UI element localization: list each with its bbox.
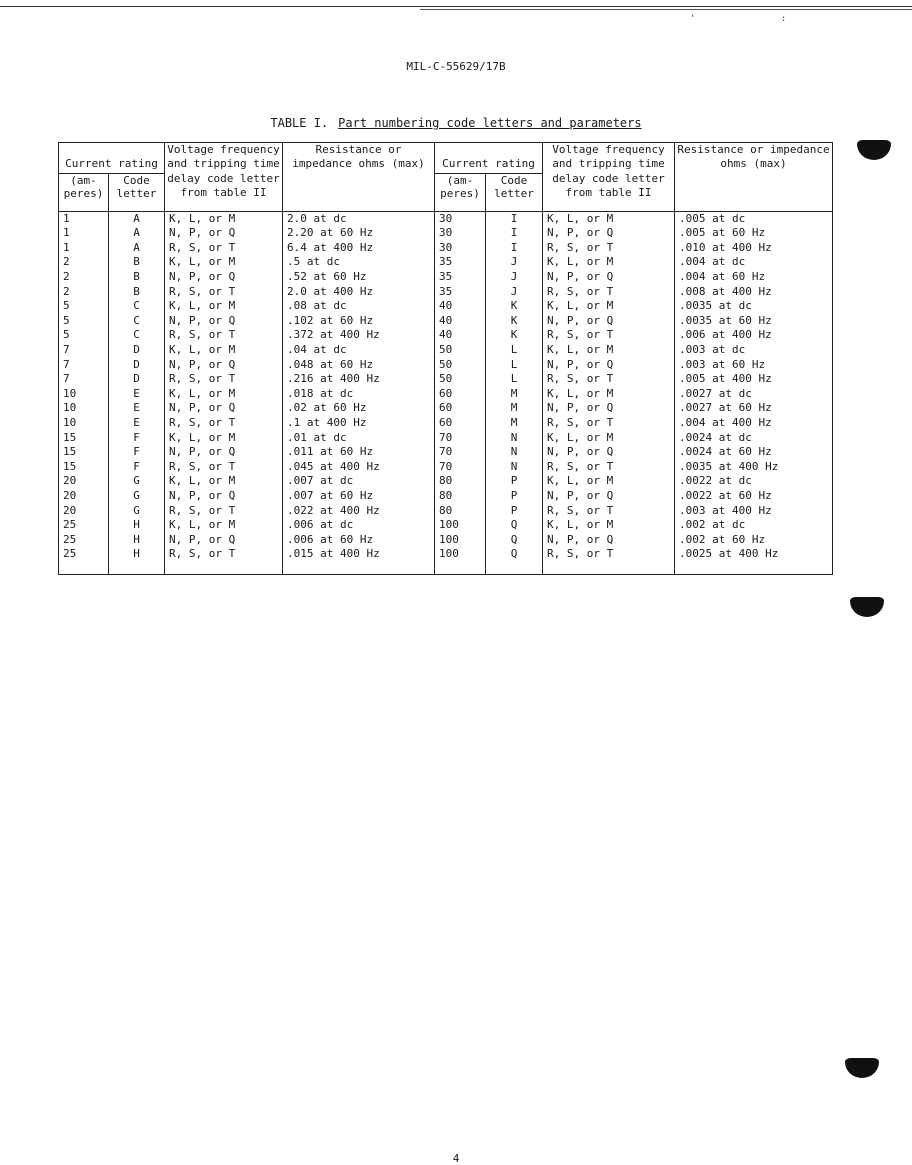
left-volt-cell: N, P, or Q xyxy=(165,445,283,460)
left-volt-cell: K, L, or M xyxy=(165,211,283,226)
table-row xyxy=(59,460,833,475)
left-amp-cell: 10 xyxy=(59,416,109,431)
left-volt-cell: K, L, or M xyxy=(165,518,283,533)
right-volt-cell: N, P, or Q xyxy=(543,445,675,460)
right-volt-cell: R, S, or T xyxy=(543,241,675,256)
header-voltage-left: Voltage frequency and tripping time delay code letter from table II xyxy=(165,143,283,201)
left-amp-cell: 10 xyxy=(59,387,109,402)
right-code-cell: J xyxy=(486,270,543,285)
table-row xyxy=(59,416,833,431)
right-volt-cell: K, L, or M xyxy=(543,518,675,533)
right-amp-cell: 100 xyxy=(435,547,486,562)
right-volt-cell: R, S, or T xyxy=(543,547,675,562)
left-res-cell: .08 at dc xyxy=(283,299,435,314)
right-volt-cell: N, P, or Q xyxy=(543,401,675,416)
table-row xyxy=(59,358,833,373)
header-current-rating-right: Current rating xyxy=(435,143,543,174)
table-row xyxy=(59,547,833,562)
left-res-cell: .02 at 60 Hz xyxy=(283,401,435,416)
left-amp-cell: 15 xyxy=(59,445,109,460)
left-volt-cell: R, S, or T xyxy=(165,547,283,562)
table-row xyxy=(59,328,833,343)
table-row xyxy=(59,211,833,226)
left-amp-cell: 15 xyxy=(59,431,109,446)
right-amp-cell: 35 xyxy=(435,270,486,285)
right-res-cell: .003 at 400 Hz xyxy=(675,504,833,519)
table-row xyxy=(59,226,833,241)
left-res-cell: .04 at dc xyxy=(283,343,435,358)
left-res-cell: 2.20 at 60 Hz xyxy=(283,226,435,241)
left-code-cell: D xyxy=(109,372,165,387)
right-code-cell: J xyxy=(486,285,543,300)
left-amp-cell: 25 xyxy=(59,533,109,548)
left-amp-cell: 2 xyxy=(59,285,109,300)
right-amp-cell: 70 xyxy=(435,445,486,460)
table-row xyxy=(59,255,833,270)
right-volt-cell: R, S, or T xyxy=(543,328,675,343)
right-res-cell: .003 at 60 Hz xyxy=(675,358,833,373)
left-volt-cell: K, L, or M xyxy=(165,255,283,270)
table-caption xyxy=(0,116,912,130)
left-res-cell: .045 at 400 Hz xyxy=(283,460,435,475)
left-code-cell: E xyxy=(109,416,165,431)
left-volt-cell: K, L, or M xyxy=(165,474,283,489)
right-res-cell: .002 at 60 Hz xyxy=(675,533,833,548)
left-code-cell: B xyxy=(109,255,165,270)
header-code-letter-left: Code letter xyxy=(109,173,165,201)
right-amp-cell: 30 xyxy=(435,211,486,226)
left-res-cell: .048 at 60 Hz xyxy=(283,358,435,373)
table-row xyxy=(59,343,833,358)
table-row xyxy=(59,504,833,519)
table-title: Part numbering code letters and parameters xyxy=(338,116,642,130)
right-volt-cell: K, L, or M xyxy=(543,343,675,358)
right-volt-cell: R, S, or T xyxy=(543,285,675,300)
right-code-cell: P xyxy=(486,474,543,489)
left-code-cell: B xyxy=(109,285,165,300)
right-res-cell: .006 at 400 Hz xyxy=(675,328,833,343)
right-res-cell: .0027 at 60 Hz xyxy=(675,401,833,416)
table-row xyxy=(59,489,833,504)
left-amp-cell: 7 xyxy=(59,372,109,387)
left-volt-cell: K, L, or M xyxy=(165,299,283,314)
right-code-cell: Q xyxy=(486,518,543,533)
right-amp-cell: 40 xyxy=(435,328,486,343)
left-volt-cell: K, L, or M xyxy=(165,343,283,358)
right-res-cell: .002 at dc xyxy=(675,518,833,533)
right-amp-cell: 40 xyxy=(435,314,486,329)
right-amp-cell: 35 xyxy=(435,255,486,270)
left-res-cell: .102 at 60 Hz xyxy=(283,314,435,329)
header-code-letter-right: Code letter xyxy=(486,173,543,201)
top-rule-secondary xyxy=(420,9,912,10)
right-amp-cell: 30 xyxy=(435,241,486,256)
right-code-cell: N xyxy=(486,460,543,475)
table-closing-row xyxy=(59,562,833,575)
right-code-cell: N xyxy=(486,445,543,460)
left-volt-cell: N, P, or Q xyxy=(165,533,283,548)
left-amp-cell: 20 xyxy=(59,489,109,504)
right-code-cell: Q xyxy=(486,533,543,548)
left-code-cell: F xyxy=(109,445,165,460)
binding-hole-mark-middle xyxy=(850,597,884,617)
table-row xyxy=(59,387,833,402)
right-code-cell: N xyxy=(486,431,543,446)
left-code-cell: H xyxy=(109,518,165,533)
right-res-cell: .0022 at 60 Hz xyxy=(675,489,833,504)
left-amp-cell: 25 xyxy=(59,547,109,562)
left-code-cell: H xyxy=(109,533,165,548)
left-amp-cell: 2 xyxy=(59,255,109,270)
right-res-cell: .0025 at 400 Hz xyxy=(675,547,833,562)
header-amperes-right: (am- peres) xyxy=(435,173,486,201)
left-res-cell: .01 at dc xyxy=(283,431,435,446)
right-amp-cell: 60 xyxy=(435,401,486,416)
right-code-cell: P xyxy=(486,489,543,504)
left-amp-cell: 7 xyxy=(59,358,109,373)
left-amp-cell: 5 xyxy=(59,314,109,329)
right-volt-cell: N, P, or Q xyxy=(543,226,675,241)
table-row xyxy=(59,431,833,446)
right-res-cell: .0035 at 400 Hz xyxy=(675,460,833,475)
right-res-cell: .004 at dc xyxy=(675,255,833,270)
right-res-cell: .008 at 400 Hz xyxy=(675,285,833,300)
document-id: MIL-C-55629/17B xyxy=(406,60,506,73)
left-res-cell: .018 at dc xyxy=(283,387,435,402)
right-code-cell: M xyxy=(486,416,543,431)
right-code-cell: I xyxy=(486,241,543,256)
right-code-cell: M xyxy=(486,401,543,416)
table-row xyxy=(59,518,833,533)
right-res-cell: .004 at 60 Hz xyxy=(675,270,833,285)
right-amp-cell: 60 xyxy=(435,387,486,402)
left-res-cell: .006 at dc xyxy=(283,518,435,533)
right-amp-cell: 80 xyxy=(435,504,486,519)
left-volt-cell: K, L, or M xyxy=(165,431,283,446)
right-res-cell: .005 at 60 Hz xyxy=(675,226,833,241)
right-code-cell: I xyxy=(486,226,543,241)
left-code-cell: C xyxy=(109,328,165,343)
left-res-cell: 6.4 at 400 Hz xyxy=(283,241,435,256)
left-amp-cell: 5 xyxy=(59,299,109,314)
left-code-cell: G xyxy=(109,474,165,489)
left-volt-cell: R, S, or T xyxy=(165,241,283,256)
header-resistance-left: Resistance or impedance ohms (max) xyxy=(283,143,435,201)
right-volt-cell: N, P, or Q xyxy=(543,314,675,329)
page-number: 4 xyxy=(452,1152,460,1165)
right-res-cell: .004 at 400 Hz xyxy=(675,416,833,431)
right-amp-cell: 50 xyxy=(435,372,486,387)
right-amp-cell: 70 xyxy=(435,460,486,475)
table-row xyxy=(59,372,833,387)
right-volt-cell: K, L, or M xyxy=(543,387,675,402)
left-volt-cell: R, S, or T xyxy=(165,416,283,431)
table-label: TABLE I. xyxy=(270,116,329,130)
table-row xyxy=(59,270,833,285)
header-amperes-left: (am- peres) xyxy=(59,173,109,201)
left-amp-cell: 20 xyxy=(59,504,109,519)
right-amp-cell: 35 xyxy=(435,285,486,300)
right-res-cell: .0024 at 60 Hz xyxy=(675,445,833,460)
table-row xyxy=(59,314,833,329)
right-res-cell: .005 at 400 Hz xyxy=(675,372,833,387)
right-volt-cell: R, S, or T xyxy=(543,460,675,475)
left-amp-cell: 1 xyxy=(59,226,109,241)
left-volt-cell: N, P, or Q xyxy=(165,489,283,504)
right-code-cell: L xyxy=(486,372,543,387)
left-res-cell: 2.0 at 400 Hz xyxy=(283,285,435,300)
left-amp-cell: 1 xyxy=(59,241,109,256)
left-amp-cell: 10 xyxy=(59,401,109,416)
right-volt-cell: K, L, or M xyxy=(543,255,675,270)
table-row xyxy=(59,285,833,300)
left-code-cell: A xyxy=(109,241,165,256)
right-code-cell: K xyxy=(486,299,543,314)
header-resistance-right: Resistance or impedance ohms (max) xyxy=(675,143,833,201)
right-volt-cell: N, P, or Q xyxy=(543,489,675,504)
left-res-cell: .5 at dc xyxy=(283,255,435,270)
left-res-cell: .216 at 400 Hz xyxy=(283,372,435,387)
right-volt-cell: K, L, or M xyxy=(543,299,675,314)
left-code-cell: F xyxy=(109,460,165,475)
left-amp-cell: 2 xyxy=(59,270,109,285)
header-current-rating-left: Current rating xyxy=(59,143,165,174)
right-res-cell: .0035 at dc xyxy=(675,299,833,314)
right-code-cell: M xyxy=(486,387,543,402)
left-res-cell: .007 at dc xyxy=(283,474,435,489)
right-amp-cell: 100 xyxy=(435,533,486,548)
left-volt-cell: N, P, or Q xyxy=(165,358,283,373)
left-volt-cell: K, L, or M xyxy=(165,387,283,402)
table-row xyxy=(59,299,833,314)
left-amp-cell: 7 xyxy=(59,343,109,358)
right-res-cell: .0027 at dc xyxy=(675,387,833,402)
left-code-cell: D xyxy=(109,358,165,373)
right-code-cell: L xyxy=(486,358,543,373)
left-code-cell: C xyxy=(109,314,165,329)
left-res-cell: .1 at 400 Hz xyxy=(283,416,435,431)
left-res-cell: .015 at 400 Hz xyxy=(283,547,435,562)
right-amp-cell: 50 xyxy=(435,358,486,373)
right-code-cell: Q xyxy=(486,547,543,562)
left-volt-cell: R, S, or T xyxy=(165,372,283,387)
right-volt-cell: R, S, or T xyxy=(543,416,675,431)
right-amp-cell: 80 xyxy=(435,474,486,489)
right-code-cell: J xyxy=(486,255,543,270)
right-res-cell: .0022 at dc xyxy=(675,474,833,489)
right-volt-cell: N, P, or Q xyxy=(543,270,675,285)
left-res-cell: .007 at 60 Hz xyxy=(283,489,435,504)
part-numbering-table xyxy=(58,142,833,575)
left-code-cell: C xyxy=(109,299,165,314)
right-amp-cell: 40 xyxy=(435,299,486,314)
left-code-cell: F xyxy=(109,431,165,446)
right-res-cell: .005 at dc xyxy=(675,211,833,226)
right-volt-cell: N, P, or Q xyxy=(543,358,675,373)
left-res-cell: .006 at 60 Hz xyxy=(283,533,435,548)
left-res-cell: .011 at 60 Hz xyxy=(283,445,435,460)
left-volt-cell: R, S, or T xyxy=(165,504,283,519)
left-volt-cell: R, S, or T xyxy=(165,328,283,343)
left-volt-cell: R, S, or T xyxy=(165,285,283,300)
right-volt-cell: K, L, or M xyxy=(543,431,675,446)
left-volt-cell: N, P, or Q xyxy=(165,401,283,416)
table-row xyxy=(59,533,833,548)
left-code-cell: G xyxy=(109,504,165,519)
left-code-cell: G xyxy=(109,489,165,504)
left-volt-cell: R, S, or T xyxy=(165,460,283,475)
table-row xyxy=(59,401,833,416)
right-amp-cell: 50 xyxy=(435,343,486,358)
left-code-cell: D xyxy=(109,343,165,358)
right-amp-cell: 100 xyxy=(435,518,486,533)
right-amp-cell: 70 xyxy=(435,431,486,446)
right-res-cell: .0024 at dc xyxy=(675,431,833,446)
header-voltage-right: Voltage frequency and tripping time delay code letter from table II xyxy=(543,143,675,201)
table-row xyxy=(59,474,833,489)
right-res-cell: .0035 at 60 Hz xyxy=(675,314,833,329)
left-res-cell: 2.0 at dc xyxy=(283,211,435,226)
right-code-cell: K xyxy=(486,314,543,329)
left-code-cell: E xyxy=(109,387,165,402)
right-volt-cell: K, L, or M xyxy=(543,474,675,489)
left-amp-cell: 15 xyxy=(59,460,109,475)
left-res-cell: .022 at 400 Hz xyxy=(283,504,435,519)
scan-specks: ' : xyxy=(690,14,827,24)
binding-hole-mark-bottom xyxy=(845,1058,879,1078)
right-res-cell: .010 at 400 Hz xyxy=(675,241,833,256)
left-amp-cell: 1 xyxy=(59,211,109,226)
left-res-cell: .52 at 60 Hz xyxy=(283,270,435,285)
right-amp-cell: 30 xyxy=(435,226,486,241)
binding-hole-mark-top xyxy=(857,140,891,160)
left-volt-cell: N, P, or Q xyxy=(165,270,283,285)
table-row xyxy=(59,241,833,256)
right-code-cell: L xyxy=(486,343,543,358)
left-amp-cell: 25 xyxy=(59,518,109,533)
left-volt-cell: N, P, or Q xyxy=(165,314,283,329)
right-volt-cell: K, L, or M xyxy=(543,211,675,226)
table-row xyxy=(59,445,833,460)
right-amp-cell: 60 xyxy=(435,416,486,431)
left-code-cell: A xyxy=(109,211,165,226)
right-code-cell: I xyxy=(486,211,543,226)
right-volt-cell: R, S, or T xyxy=(543,504,675,519)
right-volt-cell: R, S, or T xyxy=(543,372,675,387)
right-code-cell: P xyxy=(486,504,543,519)
left-res-cell: .372 at 400 Hz xyxy=(283,328,435,343)
left-code-cell: B xyxy=(109,270,165,285)
table-body xyxy=(59,211,833,574)
right-amp-cell: 80 xyxy=(435,489,486,504)
left-code-cell: E xyxy=(109,401,165,416)
top-rule xyxy=(0,6,912,7)
right-code-cell: K xyxy=(486,328,543,343)
left-amp-cell: 5 xyxy=(59,328,109,343)
right-volt-cell: N, P, or Q xyxy=(543,533,675,548)
right-res-cell: .003 at dc xyxy=(675,343,833,358)
left-code-cell: A xyxy=(109,226,165,241)
left-volt-cell: N, P, or Q xyxy=(165,226,283,241)
left-code-cell: H xyxy=(109,547,165,562)
left-amp-cell: 20 xyxy=(59,474,109,489)
